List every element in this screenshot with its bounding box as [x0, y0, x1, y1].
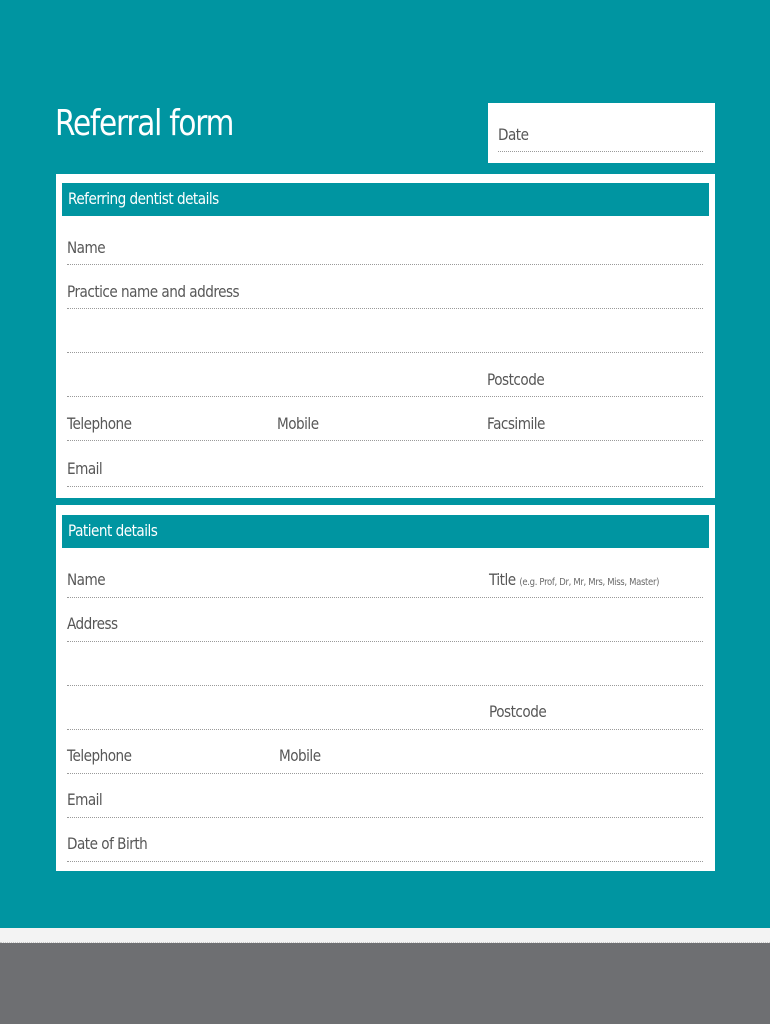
dentist-postcode-label: Postcode — [487, 370, 545, 389]
patient-phone-input-line[interactable] — [67, 773, 703, 774]
footer-divider — [0, 928, 770, 943]
patient-title-hint: (e.g. Prof, Dr, Mr, Mrs, Miss, Master) — [519, 577, 660, 588]
dentist-phone-input-line[interactable] — [67, 440, 703, 441]
patient-name-input-line[interactable] — [67, 597, 703, 598]
patient-telephone-label: Telephone — [67, 746, 132, 765]
patient-details-header-label: Patient details — [68, 521, 158, 540]
patient-dob-label: Date of Birth — [67, 834, 148, 853]
patient-title-label — [489, 572, 659, 588]
patient-details-panel — [56, 505, 715, 871]
practice-address-input-line-1[interactable] — [67, 308, 703, 309]
referring-dentist-header — [62, 183, 709, 216]
dentist-telephone-label: Telephone — [67, 414, 132, 433]
dentist-postcode-input-line[interactable] — [67, 396, 703, 397]
patient-address-label: Address — [67, 614, 118, 633]
dentist-name-label: Name — [67, 238, 106, 257]
dentist-email-input-line[interactable] — [67, 486, 703, 487]
dentist-facsimile-label: Facsimile — [487, 414, 545, 433]
patient-dob-input-line[interactable] — [67, 861, 703, 862]
referring-dentist-panel — [56, 174, 715, 498]
date-input-line[interactable] — [498, 151, 703, 152]
patient-address-input-line-1[interactable] — [67, 641, 703, 642]
dentist-email-label: Email — [67, 459, 103, 478]
dentist-mobile-label: Mobile — [277, 414, 319, 433]
patient-postcode-input-line[interactable] — [67, 729, 703, 730]
date-label: Date — [498, 125, 529, 144]
patient-address-input-line-2[interactable] — [67, 685, 703, 686]
patient-title-text: Title — [489, 570, 516, 589]
footer-bar — [0, 943, 770, 1024]
referring-dentist-header-label: Referring dentist details — [68, 189, 219, 208]
practice-address-input-line-2[interactable] — [67, 352, 703, 353]
dentist-name-input-line[interactable] — [67, 264, 703, 265]
patient-mobile-label: Mobile — [279, 746, 321, 765]
patient-postcode-label: Postcode — [489, 702, 547, 721]
patient-name-label: Name — [67, 570, 106, 589]
patient-details-header — [62, 515, 709, 548]
patient-email-input-line[interactable] — [67, 817, 703, 818]
patient-email-label: Email — [67, 790, 103, 809]
page-title: Referral form — [55, 103, 234, 144]
practice-address-label: Practice name and address — [67, 282, 240, 301]
date-field-box[interactable] — [488, 103, 715, 163]
